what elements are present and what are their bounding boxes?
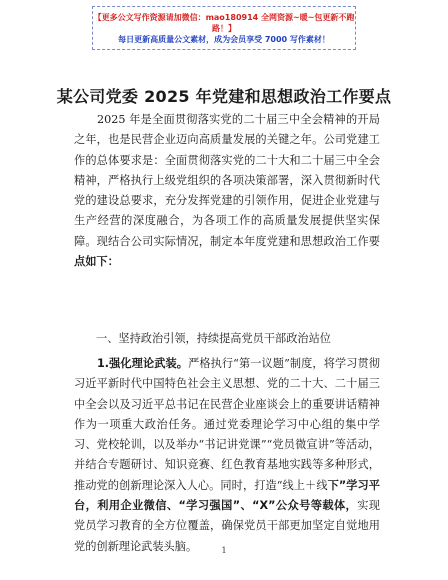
- page-number: 1: [221, 546, 227, 555]
- item-1-text: 严格执行“第一议题”制度，将学习贯彻习近平新时代中国特色社会主义思想、党的二十大、二十届三中全会以及习近平总书记在民营企业座谈会上的重要讲话精神作为一项重大政治任务。通过党委理论学习中心组的集中学习、党校轮训，以及举办“书记讲党课”“党员微宣讲”等活动，并结合专题研讨、知识竞赛、红色教育基地实践等多种形式，推动党的创新理论深入人心。同时，打造“线上＋线: [74, 357, 380, 492]
- intro-paragraph: [74, 110, 380, 272]
- promo-line-1: 【更多公文写作资源请加微信：mao180914 全网资源~暖~包更新不跑路！】: [93, 13, 355, 33]
- document-title: 某公司党委 2025 年党建和思想政治工作要点: [56, 87, 392, 106]
- item-1-lead: 1.强化理论武装。: [97, 357, 189, 370]
- section-heading-1: 一、坚持政治引领，持续提高党员干部政治站位: [96, 332, 331, 345]
- promo-banner: [92, 6, 356, 50]
- promo-line-2: 每日更新高质量公文素材，成为会员享受 7000 写作素材！: [118, 35, 330, 44]
- intro-text: 2025 年是全面贯彻落实党的二十届三中全会精神的开局之年，也是民营企业迈向高质量发展的关键之年。公司党建工作的总体要求是：全面贯彻落实党的二十大和二十届三中全会精神，严格执行上级党组织的各项决策部署，深入贯彻新时代党的建设总要求，充分发挥党建的引领作用，促进企业党建与生产经营的深度融合，为各项工作的高质量发展提供坚实保障。现结合公司实际情况，制定本年度党建和思想政治工作要: [74, 113, 380, 248]
- item-1-text-end: 实现党员学习教育的全方位覆盖，确保党员干部更加坚定自觉地用党的创新理论武装头脑。: [74, 499, 380, 553]
- item-1-text-bold: 下”学习平台，利用企业微信、“学习强国”、“X”公众号等载体，: [74, 478, 380, 513]
- item-1-paragraph: [74, 354, 380, 557]
- intro-text-bold: 点如下：: [74, 255, 119, 269]
